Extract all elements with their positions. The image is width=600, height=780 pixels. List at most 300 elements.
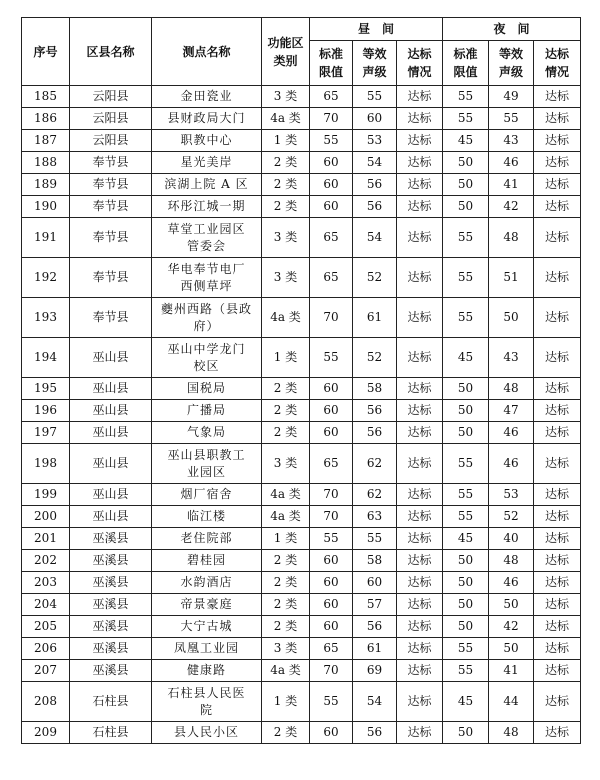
cell-district: 巫山县 — [70, 422, 152, 444]
cell-site — [152, 152, 262, 174]
cell-night-std: 50 — [443, 550, 489, 572]
cell-seq: 209 — [22, 722, 70, 744]
cell-site — [152, 174, 262, 196]
site-name-line: 校区 — [193, 358, 220, 373]
cell-day-std: 60 — [310, 572, 353, 594]
cell-district: 奉节县 — [70, 298, 152, 338]
cell-day-eq: 56 — [353, 400, 397, 422]
cell-day-status: 达标 — [397, 594, 443, 616]
cell-district: 奉节县 — [70, 196, 152, 218]
cell-day-status: 达标 — [397, 174, 443, 196]
cell-zone: 1 类 — [262, 528, 310, 550]
cell-site — [152, 572, 262, 594]
header-status-line2: 情况 — [407, 65, 432, 79]
cell-night-status: 达标 — [534, 86, 581, 108]
cell-day-status: 达标 — [397, 130, 443, 152]
cell-night-status: 达标 — [534, 130, 581, 152]
cell-zone: 4a 类 — [262, 484, 310, 506]
cell-night-eq: 42 — [489, 196, 534, 218]
table-row — [22, 594, 581, 616]
table-row — [22, 174, 581, 196]
cell-night-status: 达标 — [534, 444, 581, 484]
cell-seq: 207 — [22, 660, 70, 682]
header-day: 昼 间 — [310, 18, 443, 41]
cell-district: 巫山县 — [70, 506, 152, 528]
cell-seq: 199 — [22, 484, 70, 506]
cell-day-std: 60 — [310, 196, 353, 218]
cell-day-status: 达标 — [397, 722, 443, 744]
cell-site — [152, 506, 262, 528]
table-row — [22, 444, 581, 484]
cell-day-eq: 55 — [353, 528, 397, 550]
cell-day-std: 60 — [310, 616, 353, 638]
table-row — [22, 572, 581, 594]
cell-night-eq: 43 — [489, 130, 534, 152]
site-name-line: 金田瓷业 — [180, 89, 233, 103]
cell-night-eq: 43 — [489, 338, 534, 378]
cell-site — [152, 258, 262, 298]
cell-district: 巫山县 — [70, 400, 152, 422]
cell-night-status: 达标 — [534, 422, 581, 444]
header-night-std — [443, 41, 489, 86]
cell-zone: 2 类 — [262, 572, 310, 594]
cell-night-status: 达标 — [534, 682, 581, 722]
cell-night-std: 55 — [443, 258, 489, 298]
header-zone-line1: 功能区 — [267, 35, 304, 50]
header-eq-line1: 等效 — [499, 47, 524, 61]
cell-seq: 192 — [22, 258, 70, 298]
site-name-line: 县财政局大门 — [167, 111, 246, 125]
cell-night-std: 55 — [443, 484, 489, 506]
cell-day-eq: 61 — [353, 298, 397, 338]
cell-day-std: 60 — [310, 152, 353, 174]
header-status-line1: 达标 — [545, 47, 570, 61]
cell-site — [152, 638, 262, 660]
cell-district: 巫溪县 — [70, 660, 152, 682]
cell-day-status: 达标 — [397, 444, 443, 484]
cell-night-status: 达标 — [534, 528, 581, 550]
header-night-eq — [489, 41, 534, 86]
cell-district: 巫溪县 — [70, 594, 152, 616]
cell-zone: 4a 类 — [262, 506, 310, 528]
site-name-line: 府） — [193, 318, 220, 333]
cell-zone: 1 类 — [262, 130, 310, 152]
cell-night-std: 55 — [443, 506, 489, 528]
table-row — [22, 484, 581, 506]
cell-district: 巫溪县 — [70, 638, 152, 660]
cell-day-status: 达标 — [397, 378, 443, 400]
table-row — [22, 218, 581, 258]
cell-night-std: 45 — [443, 130, 489, 152]
cell-night-eq: 48 — [489, 722, 534, 744]
cell-zone: 4a 类 — [262, 298, 310, 338]
cell-seq: 200 — [22, 506, 70, 528]
cell-zone: 3 类 — [262, 444, 310, 484]
cell-zone: 2 类 — [262, 196, 310, 218]
cell-seq: 208 — [22, 682, 70, 722]
cell-night-eq: 44 — [489, 682, 534, 722]
cell-seq: 188 — [22, 152, 70, 174]
table-row — [22, 130, 581, 152]
cell-zone: 2 类 — [262, 174, 310, 196]
cell-day-status: 达标 — [397, 196, 443, 218]
cell-day-eq: 52 — [353, 258, 397, 298]
cell-night-status: 达标 — [534, 298, 581, 338]
table-row — [22, 378, 581, 400]
site-name-line: 水韵酒店 — [180, 575, 233, 589]
cell-day-eq: 63 — [353, 506, 397, 528]
cell-night-std: 45 — [443, 682, 489, 722]
cell-night-eq: 53 — [489, 484, 534, 506]
site-name-line: 草堂工业园区 — [167, 221, 246, 236]
cell-day-eq: 54 — [353, 152, 397, 174]
cell-day-status: 达标 — [397, 108, 443, 130]
cell-night-std: 55 — [443, 638, 489, 660]
cell-district: 奉节县 — [70, 174, 152, 196]
table-row — [22, 298, 581, 338]
cell-site — [152, 484, 262, 506]
cell-night-status: 达标 — [534, 484, 581, 506]
cell-day-eq: 57 — [353, 594, 397, 616]
cell-district: 巫溪县 — [70, 572, 152, 594]
table-row — [22, 528, 581, 550]
site-name-line: 西侧草坪 — [180, 278, 233, 293]
cell-day-status: 达标 — [397, 338, 443, 378]
cell-seq: 195 — [22, 378, 70, 400]
cell-day-std: 65 — [310, 86, 353, 108]
cell-site — [152, 722, 262, 744]
cell-site — [152, 86, 262, 108]
cell-night-status: 达标 — [534, 572, 581, 594]
table-row — [22, 86, 581, 108]
cell-night-eq: 46 — [489, 444, 534, 484]
cell-night-status: 达标 — [534, 152, 581, 174]
cell-day-eq: 69 — [353, 660, 397, 682]
cell-night-std: 50 — [443, 616, 489, 638]
cell-day-std: 65 — [310, 218, 353, 258]
site-name-line: 业园区 — [186, 464, 226, 479]
cell-night-eq: 48 — [489, 550, 534, 572]
header-std-line1: 标准 — [453, 47, 478, 61]
site-name-line: 县人民小区 — [173, 725, 239, 739]
cell-day-std: 70 — [310, 484, 353, 506]
header-day-status — [397, 41, 443, 86]
cell-night-status: 达标 — [534, 108, 581, 130]
table-row — [22, 682, 581, 722]
cell-day-std: 60 — [310, 550, 353, 572]
cell-day-status: 达标 — [397, 616, 443, 638]
site-name-line: 滨湖上院 A 区 — [164, 177, 249, 191]
cell-night-eq: 50 — [489, 298, 534, 338]
cell-night-std: 55 — [443, 218, 489, 258]
cell-night-status: 达标 — [534, 506, 581, 528]
cell-night-std: 55 — [443, 86, 489, 108]
header-status-line1: 达标 — [407, 47, 432, 61]
cell-night-std: 50 — [443, 400, 489, 422]
table-row — [22, 506, 581, 528]
header-zone — [262, 18, 310, 86]
cell-night-status: 达标 — [534, 378, 581, 400]
cell-zone: 3 类 — [262, 258, 310, 298]
cell-site — [152, 550, 262, 572]
cell-night-status: 达标 — [534, 616, 581, 638]
header-std-line1: 标准 — [318, 47, 343, 61]
cell-seq: 206 — [22, 638, 70, 660]
site-name-line: 巫山县职教工 — [167, 447, 246, 462]
cell-night-status: 达标 — [534, 638, 581, 660]
cell-district: 巫山县 — [70, 338, 152, 378]
cell-night-std: 55 — [443, 444, 489, 484]
table-row — [22, 108, 581, 130]
cell-day-std: 60 — [310, 174, 353, 196]
cell-day-status: 达标 — [397, 422, 443, 444]
cell-zone: 2 类 — [262, 550, 310, 572]
cell-day-eq: 62 — [353, 444, 397, 484]
cell-night-status: 达标 — [534, 594, 581, 616]
table-row — [22, 338, 581, 378]
table-row — [22, 550, 581, 572]
cell-seq: 202 — [22, 550, 70, 572]
cell-night-status: 达标 — [534, 338, 581, 378]
site-name-line: 气象局 — [186, 425, 226, 439]
cell-site — [152, 338, 262, 378]
cell-seq: 204 — [22, 594, 70, 616]
cell-day-std: 60 — [310, 594, 353, 616]
cell-night-eq: 52 — [489, 506, 534, 528]
cell-district: 巫山县 — [70, 378, 152, 400]
cell-seq: 189 — [22, 174, 70, 196]
cell-night-std: 45 — [443, 528, 489, 550]
cell-night-eq: 48 — [489, 218, 534, 258]
cell-night-std: 55 — [443, 298, 489, 338]
cell-night-eq: 46 — [489, 422, 534, 444]
cell-seq: 203 — [22, 572, 70, 594]
cell-day-status: 达标 — [397, 682, 443, 722]
site-name-line: 帝景豪庭 — [180, 597, 233, 611]
cell-seq: 198 — [22, 444, 70, 484]
cell-site — [152, 196, 262, 218]
cell-site — [152, 422, 262, 444]
cell-seq: 201 — [22, 528, 70, 550]
cell-night-eq: 48 — [489, 378, 534, 400]
cell-district: 石柱县 — [70, 722, 152, 744]
cell-night-status: 达标 — [534, 550, 581, 572]
cell-day-eq: 60 — [353, 572, 397, 594]
cell-seq: 205 — [22, 616, 70, 638]
cell-zone: 1 类 — [262, 338, 310, 378]
cell-day-eq: 53 — [353, 130, 397, 152]
cell-day-eq: 60 — [353, 108, 397, 130]
cell-zone: 1 类 — [262, 682, 310, 722]
cell-night-std: 50 — [443, 722, 489, 744]
noise-monitoring-table — [21, 17, 581, 744]
header-site: 测点名称 — [152, 18, 262, 86]
cell-site — [152, 130, 262, 152]
table-row — [22, 258, 581, 298]
site-name-line: 巫山中学龙门 — [167, 341, 246, 356]
cell-day-eq: 61 — [353, 638, 397, 660]
cell-day-status: 达标 — [397, 572, 443, 594]
cell-seq: 186 — [22, 108, 70, 130]
site-name-line: 华电奉节电厂 — [167, 261, 246, 276]
cell-night-eq: 50 — [489, 638, 534, 660]
noise-monitoring-table-container — [21, 17, 580, 744]
cell-district: 云阳县 — [70, 86, 152, 108]
cell-zone: 4a 类 — [262, 660, 310, 682]
cell-zone: 2 类 — [262, 422, 310, 444]
cell-day-std: 55 — [310, 338, 353, 378]
cell-day-std: 60 — [310, 422, 353, 444]
cell-district: 石柱县 — [70, 682, 152, 722]
site-name-line: 职教中心 — [180, 133, 233, 147]
cell-night-eq: 42 — [489, 616, 534, 638]
cell-zone: 3 类 — [262, 218, 310, 258]
cell-day-eq: 55 — [353, 86, 397, 108]
table-body — [22, 86, 581, 744]
site-name-line: 石柱县人民医 — [167, 685, 246, 700]
site-name-line: 健康路 — [186, 663, 226, 677]
cell-seq: 187 — [22, 130, 70, 152]
site-name-line: 国税局 — [186, 381, 226, 395]
cell-site — [152, 528, 262, 550]
site-name-line: 广播局 — [186, 403, 226, 417]
cell-district: 云阳县 — [70, 108, 152, 130]
cell-site — [152, 594, 262, 616]
cell-day-eq: 56 — [353, 616, 397, 638]
cell-night-eq: 46 — [489, 152, 534, 174]
cell-day-std: 70 — [310, 108, 353, 130]
cell-day-eq: 62 — [353, 484, 397, 506]
cell-day-std: 65 — [310, 638, 353, 660]
cell-night-std: 50 — [443, 174, 489, 196]
table-row — [22, 660, 581, 682]
cell-day-std: 55 — [310, 682, 353, 722]
cell-seq: 194 — [22, 338, 70, 378]
cell-night-eq: 40 — [489, 528, 534, 550]
site-name-line: 大宁古城 — [180, 619, 233, 633]
cell-day-status: 达标 — [397, 400, 443, 422]
cell-zone: 3 类 — [262, 638, 310, 660]
cell-day-eq: 56 — [353, 722, 397, 744]
cell-district: 巫山县 — [70, 484, 152, 506]
site-name-line: 院 — [199, 702, 213, 717]
header-eq-line1: 等效 — [362, 47, 387, 61]
cell-night-eq: 55 — [489, 108, 534, 130]
site-name-line: 烟厂宿舍 — [180, 487, 233, 501]
site-name-line: 临江楼 — [186, 509, 226, 523]
cell-night-status: 达标 — [534, 196, 581, 218]
table-row — [22, 722, 581, 744]
cell-night-std: 55 — [443, 108, 489, 130]
cell-district: 巫溪县 — [70, 550, 152, 572]
cell-night-status: 达标 — [534, 400, 581, 422]
cell-day-eq: 56 — [353, 422, 397, 444]
cell-district: 巫溪县 — [70, 616, 152, 638]
header-night-status — [534, 41, 581, 86]
cell-night-eq: 49 — [489, 86, 534, 108]
header-night: 夜 间 — [443, 18, 581, 41]
cell-site — [152, 660, 262, 682]
cell-night-eq: 41 — [489, 174, 534, 196]
cell-night-std: 50 — [443, 152, 489, 174]
cell-night-status: 达标 — [534, 722, 581, 744]
cell-site — [152, 108, 262, 130]
cell-day-status: 达标 — [397, 550, 443, 572]
cell-day-status: 达标 — [397, 152, 443, 174]
header-district: 区县名称 — [70, 18, 152, 86]
cell-night-eq: 50 — [489, 594, 534, 616]
cell-seq: 190 — [22, 196, 70, 218]
cell-night-eq: 41 — [489, 660, 534, 682]
cell-zone: 2 类 — [262, 400, 310, 422]
header-std-line2: 限值 — [318, 65, 343, 79]
cell-day-eq: 58 — [353, 378, 397, 400]
cell-day-std: 55 — [310, 130, 353, 152]
cell-seq: 196 — [22, 400, 70, 422]
cell-district: 奉节县 — [70, 258, 152, 298]
header-eq-line2: 声级 — [499, 65, 524, 79]
cell-day-status: 达标 — [397, 86, 443, 108]
site-name-line: 环彤江城一期 — [167, 199, 246, 213]
header-day-std — [310, 41, 353, 86]
cell-day-std: 60 — [310, 378, 353, 400]
cell-day-status: 达标 — [397, 258, 443, 298]
cell-day-std: 65 — [310, 258, 353, 298]
cell-zone: 2 类 — [262, 722, 310, 744]
cell-day-eq: 54 — [353, 218, 397, 258]
cell-day-std: 70 — [310, 298, 353, 338]
cell-seq: 191 — [22, 218, 70, 258]
site-name-line: 管委会 — [186, 238, 226, 253]
cell-day-status: 达标 — [397, 660, 443, 682]
cell-zone: 2 类 — [262, 152, 310, 174]
cell-site — [152, 682, 262, 722]
cell-day-std: 55 — [310, 528, 353, 550]
header-row-top — [22, 18, 581, 41]
cell-night-std: 45 — [443, 338, 489, 378]
table-row — [22, 152, 581, 174]
cell-zone: 3 类 — [262, 86, 310, 108]
cell-day-status: 达标 — [397, 638, 443, 660]
cell-day-eq: 54 — [353, 682, 397, 722]
table-row — [22, 400, 581, 422]
header-seq: 序号 — [22, 18, 70, 86]
cell-zone: 4a 类 — [262, 108, 310, 130]
cell-night-eq: 46 — [489, 572, 534, 594]
cell-zone: 2 类 — [262, 594, 310, 616]
site-name-line: 碧桂园 — [186, 553, 226, 567]
header-day-eq — [353, 41, 397, 86]
cell-night-std: 50 — [443, 196, 489, 218]
cell-day-status: 达标 — [397, 218, 443, 258]
table-row — [22, 638, 581, 660]
cell-day-status: 达标 — [397, 528, 443, 550]
cell-night-status: 达标 — [534, 258, 581, 298]
cell-night-status: 达标 — [534, 218, 581, 258]
cell-day-std: 60 — [310, 722, 353, 744]
cell-day-eq: 58 — [353, 550, 397, 572]
cell-zone: 2 类 — [262, 616, 310, 638]
header-std-line2: 限值 — [453, 65, 478, 79]
cell-district: 奉节县 — [70, 218, 152, 258]
cell-day-eq: 56 — [353, 174, 397, 196]
cell-night-std: 50 — [443, 572, 489, 594]
site-name-line: 老住院部 — [180, 531, 233, 545]
cell-day-eq: 56 — [353, 196, 397, 218]
table-row — [22, 196, 581, 218]
cell-site — [152, 378, 262, 400]
cell-site — [152, 616, 262, 638]
